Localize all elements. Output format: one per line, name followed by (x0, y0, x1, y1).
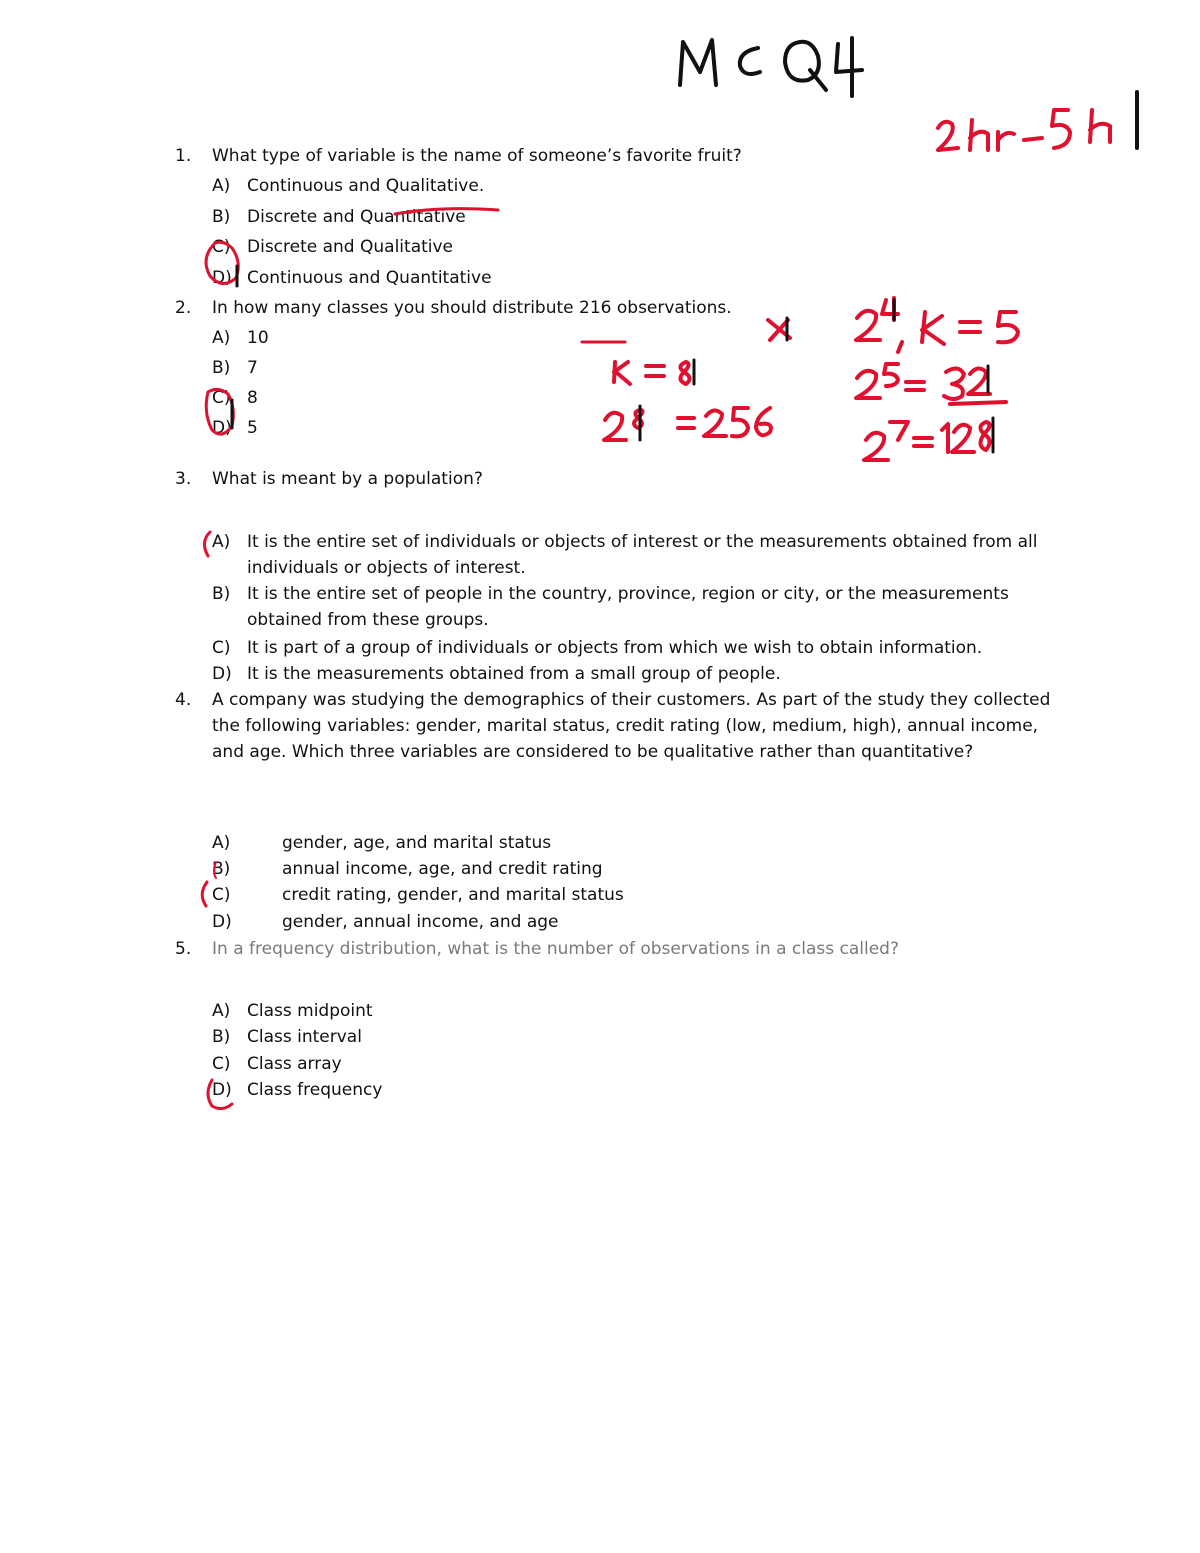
option-label: D) (212, 418, 232, 438)
option-label: C) (212, 638, 231, 658)
option-text: 7 (247, 358, 258, 378)
option-text: Class midpoint (247, 1001, 373, 1021)
option-text: It is part of a group of individuals or objects from which we wish to obtain information. (247, 638, 983, 658)
option-label: B) (212, 584, 231, 604)
option-label: D) (212, 1080, 232, 1100)
option-label: A) (212, 176, 231, 196)
handwritten-math (604, 298, 1018, 460)
option-label: C) (212, 885, 231, 905)
option-label: B) (212, 358, 231, 378)
option-label: C) (212, 1054, 231, 1074)
option-text: Class array (247, 1054, 342, 1074)
option-label: A) (212, 833, 231, 853)
question-text: In a frequency distribution, what is the number of observations in a class called? (212, 939, 899, 959)
option-text: 5 (247, 418, 258, 438)
option-label: D) (212, 664, 232, 684)
option-text: 10 (247, 328, 269, 348)
option-text: It is the entire set of individuals or objects of interest or the measurements obtained from all individuals or objects of interest. (247, 532, 1038, 578)
option-text: 8 (247, 388, 258, 408)
question-number: 4. (175, 690, 192, 710)
option-label: A) (212, 328, 231, 348)
option-text: gender, age, and marital status (282, 833, 552, 853)
option-label: B) (212, 859, 231, 879)
option-label: B) (212, 1027, 231, 1047)
option-text: gender, annual income, and age (282, 912, 559, 932)
option-label: A) (212, 532, 231, 552)
option-text: Discrete and Qualitative (247, 237, 454, 257)
option-text: annual income, age, and credit rating (282, 859, 603, 879)
option-text: Discrete and Quantitative (247, 207, 466, 227)
question-text: What is meant by a population? (212, 469, 483, 489)
option-label: C) (212, 388, 231, 408)
option-label: D) (212, 268, 232, 288)
option-label: D) (212, 912, 232, 932)
option-label: B) (212, 207, 231, 227)
option-text: It is the measurements obtained from a small group of people. (247, 664, 781, 684)
answer-bracket (202, 882, 207, 906)
option-text: It is the entire set of people in the country, province, region or city, or the measurements obtained from these groups. (247, 584, 1009, 630)
question-text: What type of variable is the name of someone’s favorite fruit? (212, 146, 742, 166)
option-text: Continuous and Quantitative (247, 268, 492, 288)
option-text: Class frequency (247, 1080, 383, 1100)
option-text: Class interval (247, 1027, 362, 1047)
option-text: credit rating, gender, and marital status (282, 885, 624, 905)
handwritten-title (680, 38, 862, 96)
question-text: In how many classes you should distribute 216 observations. (212, 298, 732, 318)
question-text: A company was studying the demographics of their customers. As part of the study they collected the following variables: gender, marital status, credit rating (low, medium, high), annual income, and age. Which three variables are considered to be qualitative rather than quantitative? (212, 690, 1051, 762)
question-number: 1. (175, 146, 192, 166)
question-number: 2. (175, 298, 192, 318)
option-text: Continuous and Qualitative. (247, 176, 485, 196)
question-number: 5. (175, 939, 192, 959)
question-number: 3. (175, 469, 192, 489)
option-label: C) (212, 237, 231, 257)
option-label: A) (212, 1001, 231, 1021)
answer-bracket (204, 532, 210, 556)
